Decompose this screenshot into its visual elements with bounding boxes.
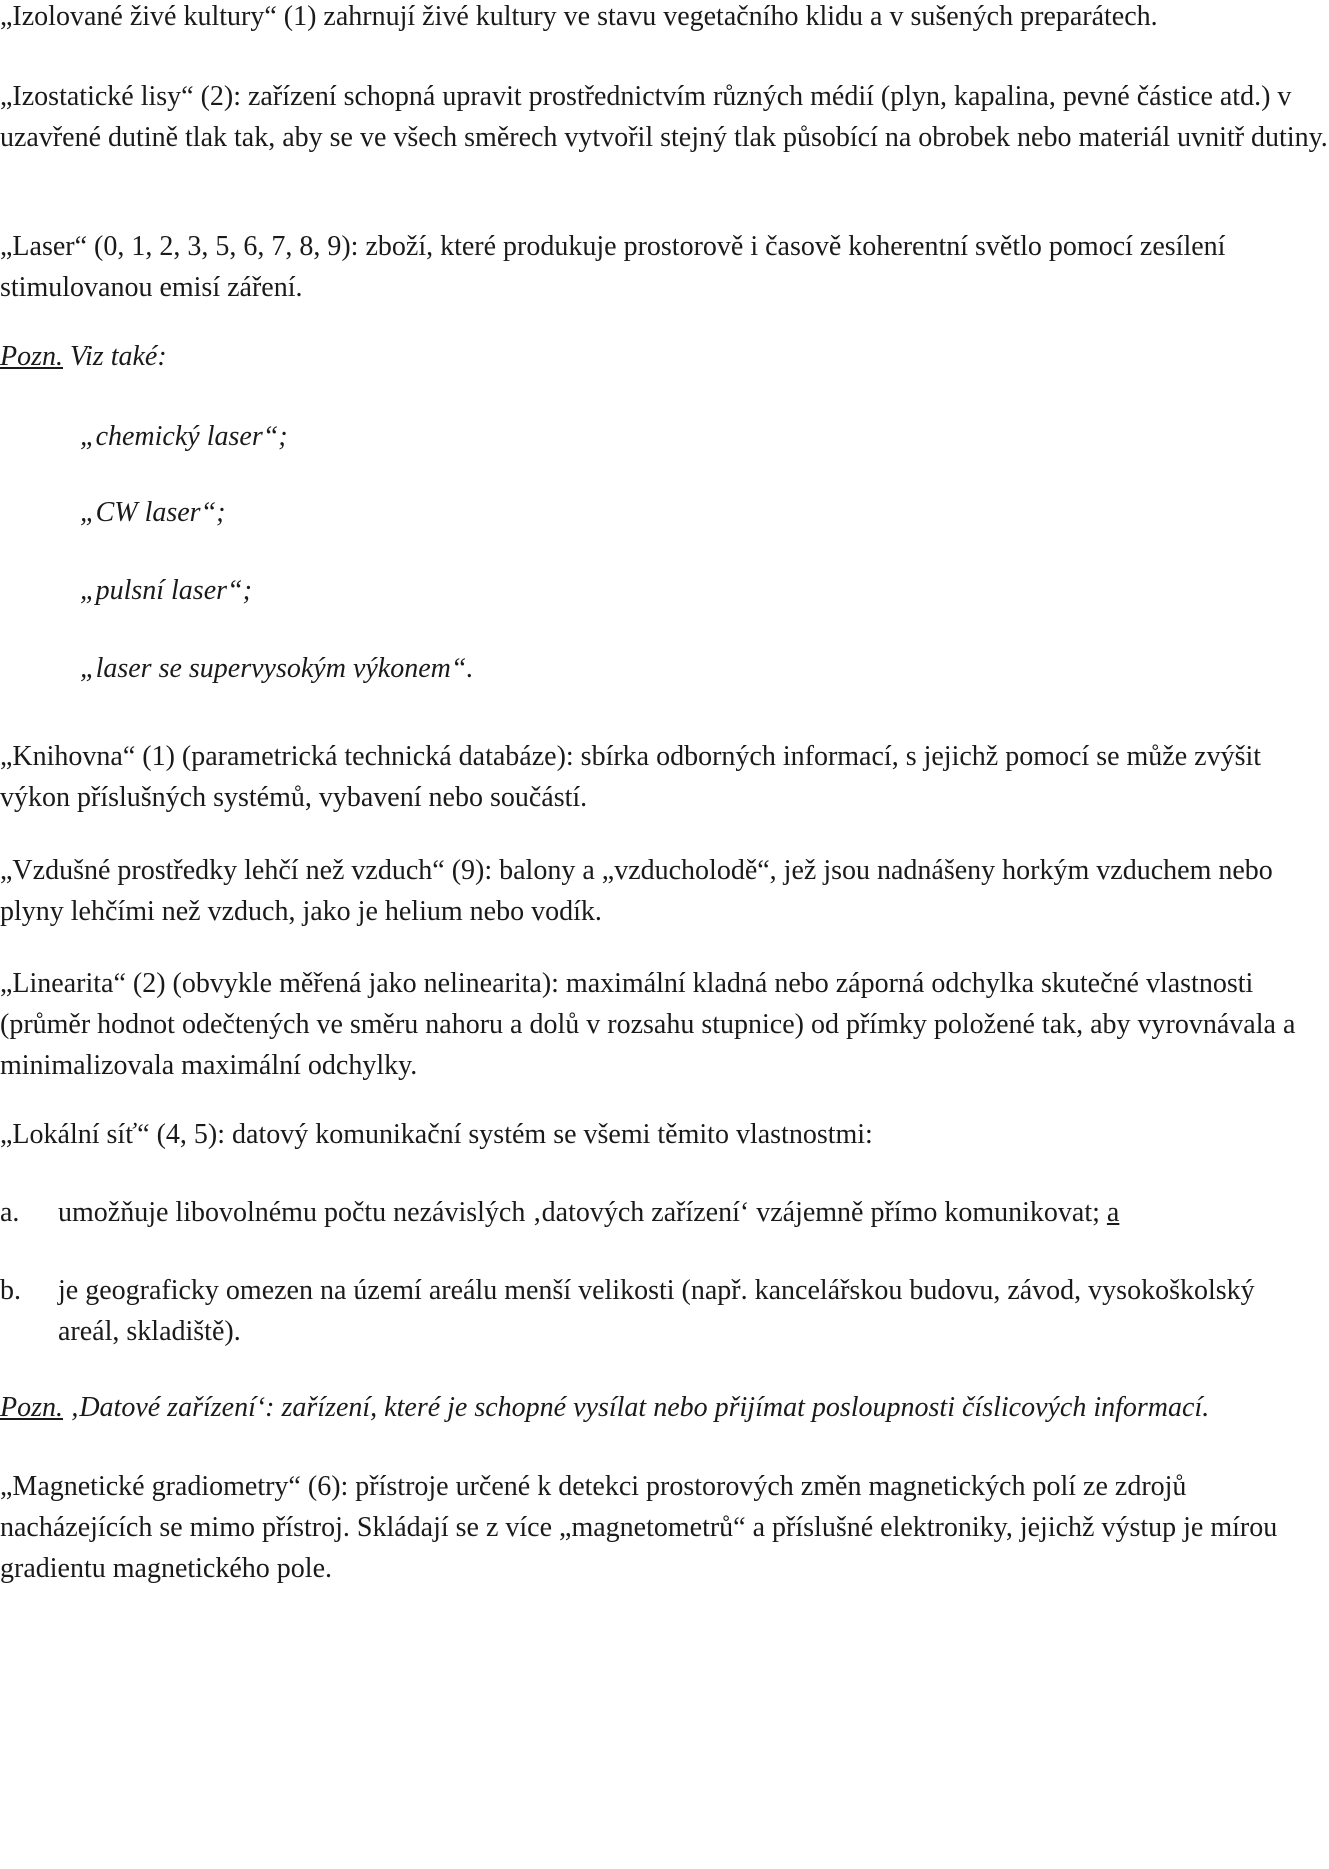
- definition-magnetic-gradiometers: „Magnetické gradiometry“ (6): přístroje určené k detekci prostorových změn magnetických polí ze zdrojů nacházejících se mimo přístroj. Skládají se z více „magnetometrů“ a příslušné elektroniky, jejichž výstup je mírou gradientu magnetického pole.: [0, 1471, 1278, 1584]
- definition-laser: „Laser“ (0, 1, 2, 3, 5, 6, 7, 8, 9): zboží, které produkuje prostorově i časově koherentní světlo pomocí zesílení stimulovanou emisí záření.: [0, 231, 1226, 303]
- note-label: Pozn.: [0, 341, 63, 372]
- note-text: ‚Datové zařízení‘: zařízení, které je schopné vysílat nebo přijímat posloupnosti číslicových informací.: [70, 1392, 1210, 1423]
- see-also-item: „CW laser“;: [80, 497, 226, 528]
- see-also-item: „pulsní laser“;: [80, 575, 252, 606]
- definition-lighter-than-air: „Vzdušné prostředky lehčí než vzduch“ (9): balony a „vzducholodě“, jež jsou nadnášeny horkým vzduchem nebo plyny lehčími než vzduch, jako je helium nebo vodík.: [0, 855, 1273, 927]
- note-text: Viz také:: [70, 341, 167, 372]
- list-text: je geograficky omezen na území areálu menší velikosti (např. kancelářskou budovu, závod, vysokoškolský areál, skladiště).: [58, 1275, 1255, 1347]
- note-data-device: [0, 1387, 1329, 1428]
- definition-linearity: „Linearita“ (2) (obvykle měřená jako nelinearita): maximální kladná nebo záporná odchylka skutečné vlastnosti (průměr hodnot odečtených ve směru nahoru a dolů v rozsahu stupnice) od přímky položené tak, aby vyrovnávala a minimalizovala maximální odchylky.: [0, 968, 1296, 1081]
- definition-local-network: „Lokální síť“ (4, 5): datový komunikační systém se všemi těmito vlastnostmi:: [0, 1119, 873, 1150]
- note-label: Pozn.: [0, 1392, 63, 1423]
- see-also-item: „laser se supervysokým výkonem“.: [80, 653, 474, 684]
- see-also-item: „chemický laser“;: [80, 421, 288, 452]
- definition-isostatic-presses: „Izostatické lisy“ (2): zařízení schopná upravit prostřednictvím různých médií (plyn, kapalina, pevné částice atd.) v uzavřené dutině tlak tak, aby se ve všech směrech vytvořil stejný tlak působící na obrobek nebo materiál uvnitř dutiny.: [0, 81, 1328, 153]
- note-see-also: [0, 336, 1329, 377]
- definition-library: „Knihovna“ (1) (parametrická technická databáze): sbírka odborných informací, s jejichž pomocí se může zvýšit výkon příslušných systémů, vybavení nebo součástí.: [0, 741, 1262, 813]
- list-conjunction: a: [1106, 1197, 1120, 1228]
- list-marker: b.: [0, 1275, 21, 1306]
- definition-isolated-cultures: „Izolované živé kultury“ (1) zahrnují živé kultury ve stavu vegetačního klidu a v sušených preparátech.: [0, 1, 1158, 32]
- list-marker: a.: [0, 1197, 20, 1228]
- list-text: umožňuje libovolnému počtu nezávislých ‚datových zařízení‘ vzájemně přímo komunikovat; a: [58, 1197, 1120, 1228]
